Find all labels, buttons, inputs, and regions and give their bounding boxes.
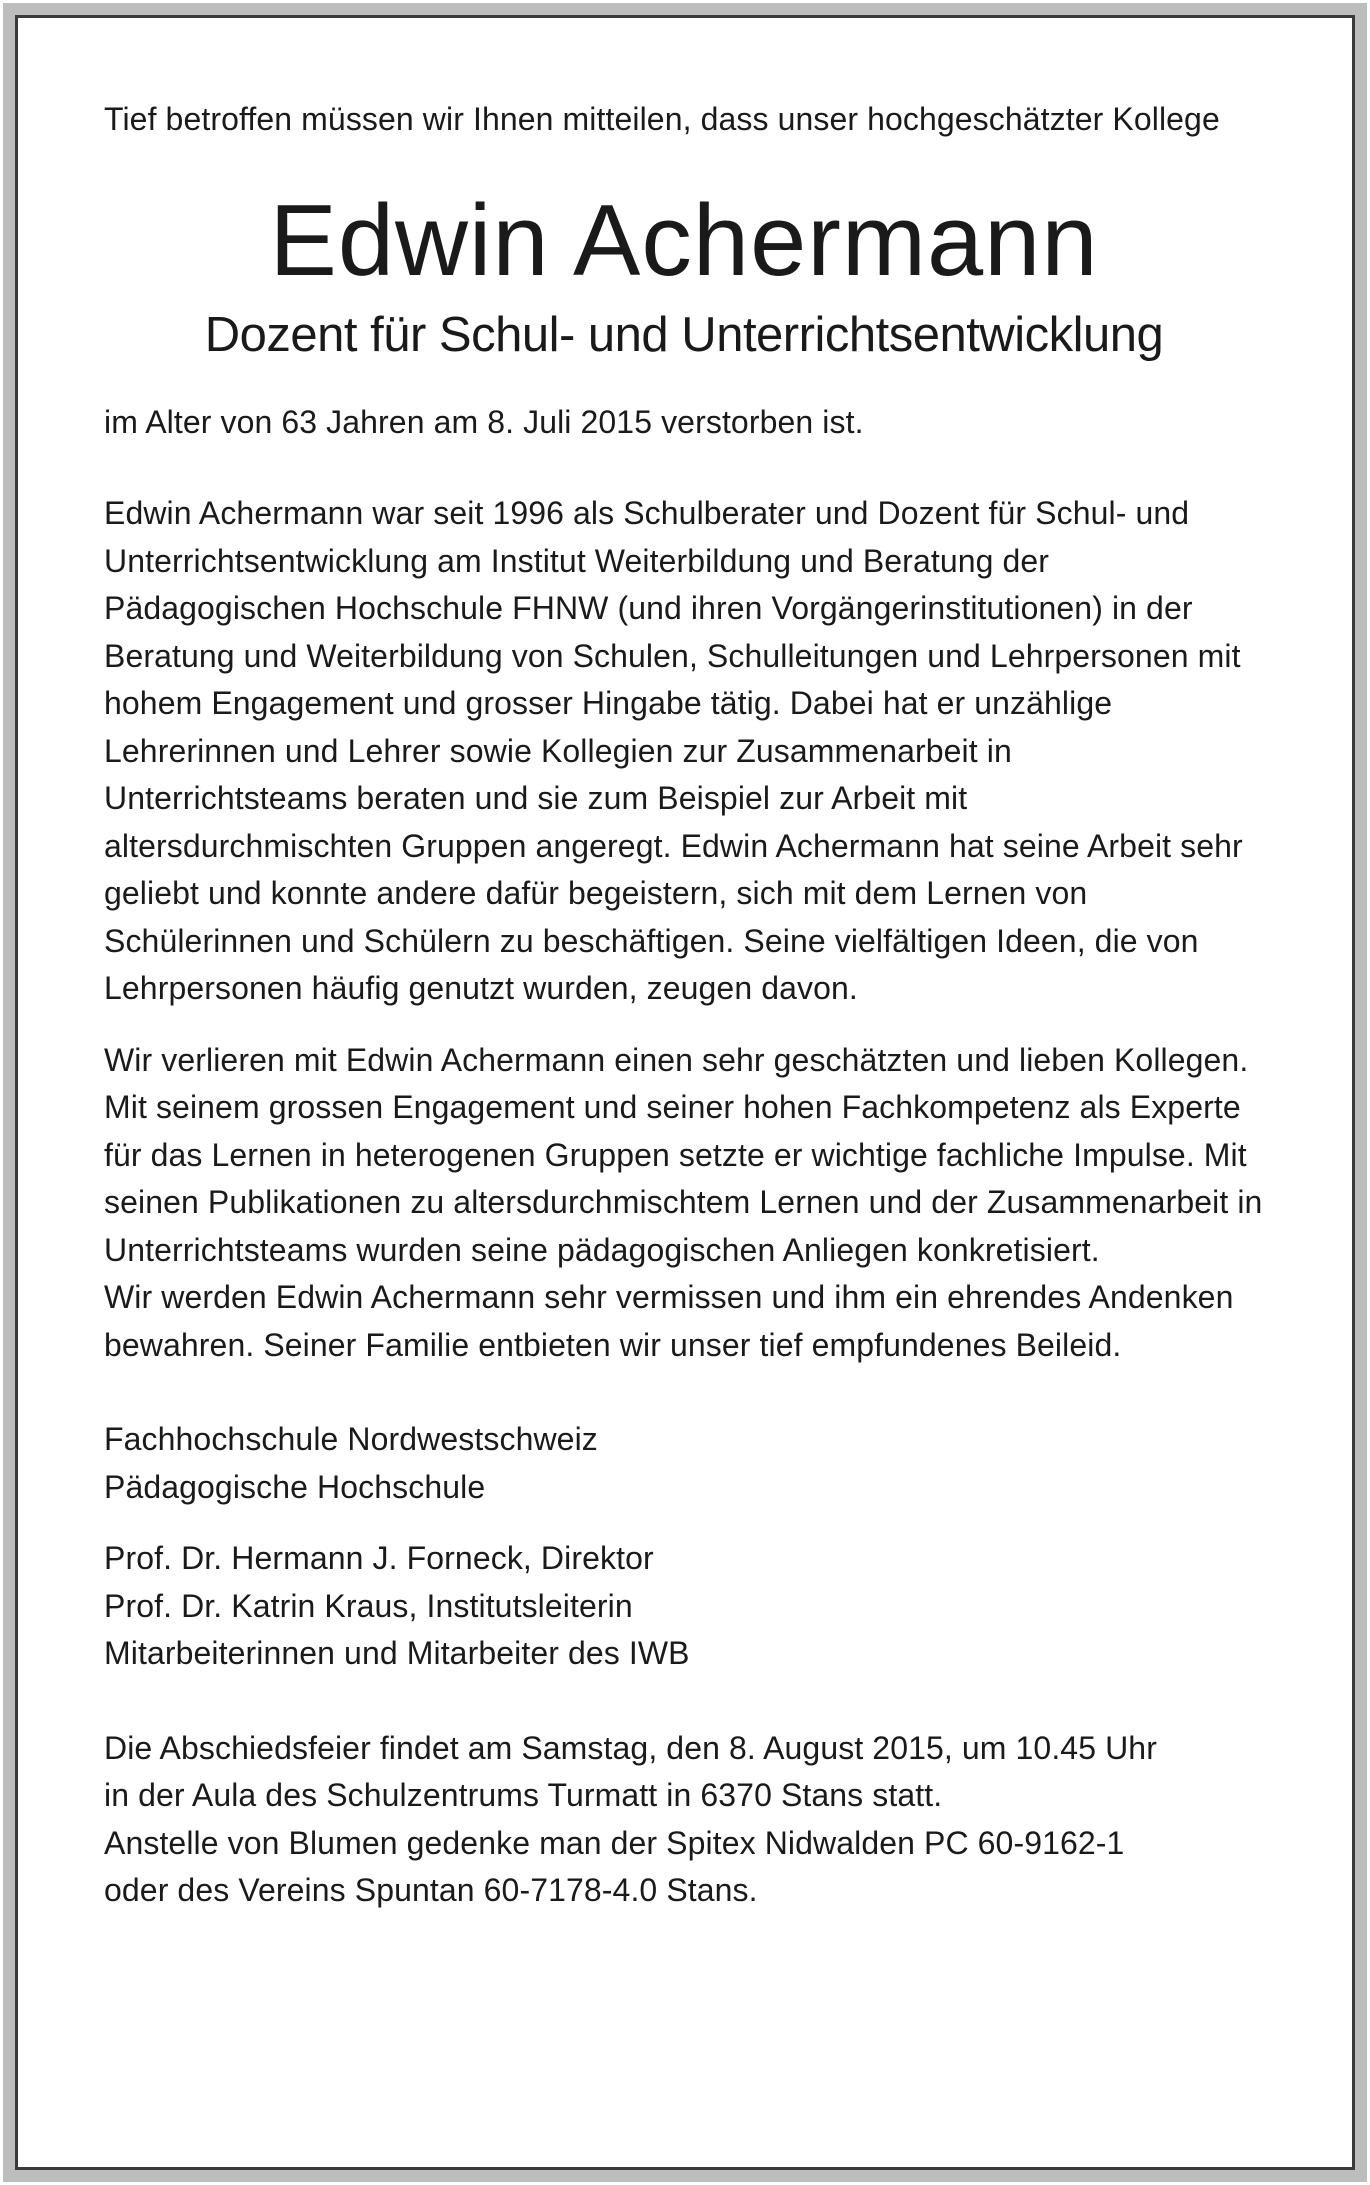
ceremony-block [104,1725,1264,1915]
institution-school: Pädagogische Hochschule [104,1468,486,1505]
biography-paragraph: Edwin Achermann war seit 1996 als Schulberater und Dozent für Schul- und Unterrichtsentwicklung am Institut Weiterbildung und Beratung der Pädagogischen Hochschule FHNW (und ihren Vorgängerinstitutionen) in der Beratung und Weiterbildung von Schulen, Schulleitungen und Lehrpersonen mit hohem Engagement und grosser Hingabe tätig. Dabei hat er unzählige Lehrerinnen und Lehrer sowie Kollegien zur Zusammenarbeit in Unterrichtsteams beraten und sie zum Beispiel zur Arbeit mit altersdurchmischten Gruppen angeregt. Edwin Achermann hat seine Arbeit sehr geliebt und konnte andere dafür begeistern, sich mit dem Lernen von Schülerinnen und Schülern zu beschäftigen. Seine vielfältigen Ideen, die von Lehrpersonen häufig genutzt wurden, zeugen davon. [104,495,1243,1006]
intro-text: Tief betroffen müssen wir Ihnen mitteilen, dass unser hochgeschätzter Kollege [104,101,1220,137]
signers-block [104,1535,1264,1678]
tribute-paragraph: Wir verlieren mit Edwin Achermann einen sehr geschätzten und lieben Kollegen. Mit seinem grossen Engagement und seiner hohen Fachkompetenz als Experte für das Lernen in heterogenen Gruppen setzte er wichtige fachliche Impulse. Mit seinen Publikationen zu altersdurchmischtem Lernen und der Zusammenarbeit in Unterrichtsteams wurden seine pädagogischen Anliegen konkretisiert. [104,1041,1263,1268]
ceremony-date-line: Die Abschiedsfeier findet am Samstag, den 8. August 2015, um 10.45 Uhr [104,1729,1157,1766]
donation-line-1: Anstelle von Blumen gedenke man der Spitex Nidwalden PC 60-9162-1 [104,1824,1125,1861]
deceased-title: Dozent für Schul- und Unterrichtsentwicklung [204,307,1164,362]
institution-name: Fachhochschule Nordwestschweiz [104,1421,598,1457]
farewell-paragraph: Wir werden Edwin Achermann sehr vermissen und ihm ein ehrendes Andenken bewahren. Seiner Familie entbieten wir unser tief empfundenes Beileid. [104,1279,1234,1363]
institution-block [104,1416,1264,1511]
signer-institute-head: Prof. Dr. Katrin Kraus, Institutsleiterin [104,1587,633,1624]
donation-line-2: oder des Vereins Spuntan 60-7178-4.0 Stans. [104,1872,758,1908]
deceased-name: Edwin Achermann [269,184,1099,297]
signer-staff: Mitarbeiterinnen und Mitarbeiter des IWB [104,1635,690,1671]
ceremony-location-line: in der Aula des Schulzentrums Turmatt in 6370 Stans statt. [104,1777,943,1813]
obituary-content [104,96,1264,1915]
age-and-date-line: im Alter von 63 Jahren am 8. Juli 2015 verstorben ist. [104,403,864,440]
signer-director: Prof. Dr. Hermann J. Forneck, Direktor [104,1540,654,1576]
